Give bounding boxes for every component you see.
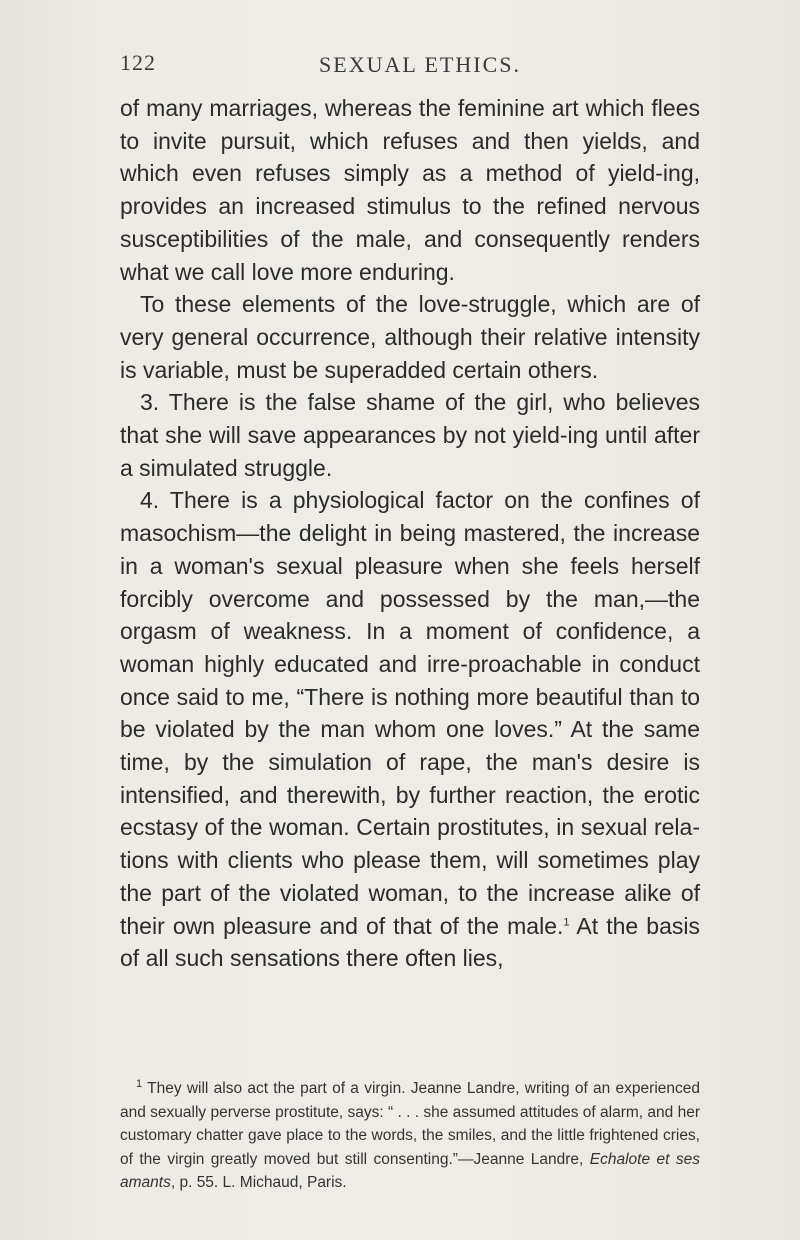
footnote-marker: 1	[136, 1077, 143, 1090]
paragraph-4-continuation: At the basis of all such sensations there often lies,	[120, 912, 700, 972]
paragraph-4	[120, 484, 700, 975]
footnote-citation: , p. 55. L. Michaud, Paris.	[170, 1174, 347, 1191]
paragraph-1: of many marriages, whereas the feminine art which flees to invite pursuit, which refuses and then yields, and which even refuses simply as a method of yield-ing, provides an increased stimulus to the refined nervous susceptibilities of the male, and consequently renders what we call love more enduring.	[120, 95, 700, 285]
paragraph-4-text: 4. There is a physiological factor on the confines of masochism—the delight in being mastered, the increase in a woman's sexual pleasure when she feels herself forcibly overcome and possessed by the man,—the orgasm of weakness. In a moment of confidence, a woman highly educated and irre-proachable in conduct once said to me, “There is nothing more beautiful than to be violated by the man whom one loves.” At the same time, by the simulation of rape, the man's desire is intensified, and therewith, by further reaction, the erotic ecstasy of the woman. Certain prostitutes, in sexual rela-tions with clients who please them, will sometimes play the part of the violated woman, to the increase alike of their own pleasure and of that of the male.	[120, 487, 700, 939]
page-header	[0, 50, 800, 80]
running-head: SEXUAL ETHICS.	[319, 52, 521, 77]
footnote-cited-title: Echalote et ses amants	[120, 1150, 700, 1191]
page-number: 122	[120, 50, 156, 75]
footnote	[120, 1077, 700, 1195]
footnote-reference: 1	[563, 915, 570, 928]
footnote-text: They will also act the part of a virgin. Jeanne Landre, writing of an experienced and sexually perverse prostitute, says: “ . . . she assumed attitudes of alarm, and her customary chatter gave place to the words, the smiles, and the little frightened cries, of the virgin greatly moved but still consenting.”—Jeanne Landre,	[120, 1080, 700, 1168]
paragraph-3: 3. There is the false shame of the girl, who believes that she will save appearances by not yield-ing until after a simulated struggle.	[120, 389, 700, 481]
main-text	[120, 92, 700, 975]
paragraph-2: To these elements of the love-struggle, which are of very general occurrence, although their relative intensity is variable, must be superadded certain others.	[120, 291, 700, 383]
